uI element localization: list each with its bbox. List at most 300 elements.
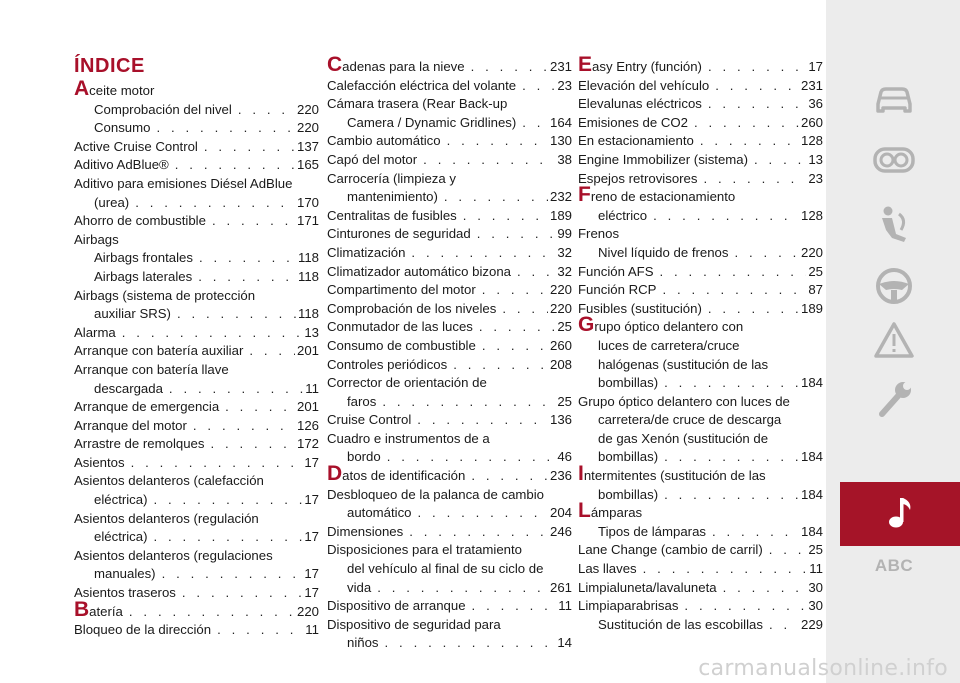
index-column-3 xyxy=(578,53,823,634)
index-text xyxy=(327,318,473,337)
index-text xyxy=(74,361,229,380)
index-entry xyxy=(578,300,823,319)
index-line xyxy=(74,305,319,324)
seatbelt-person-icon xyxy=(872,204,916,249)
page-number[interactable]: 30 xyxy=(808,579,823,595)
index-term: bombillas) xyxy=(598,375,659,391)
index-term: Corrector de orientación de xyxy=(327,375,487,391)
index-text xyxy=(74,621,211,640)
index-entry xyxy=(578,244,823,263)
index-term: Cambio automático xyxy=(327,133,441,149)
index-line xyxy=(578,337,823,356)
index-entry xyxy=(578,393,823,467)
page-number[interactable]: 126 xyxy=(296,417,319,433)
page-number[interactable]: 170 xyxy=(296,194,319,210)
index-line xyxy=(74,597,319,622)
index-entry xyxy=(327,77,572,96)
page-number[interactable]: 220 xyxy=(549,282,572,298)
index-line xyxy=(578,462,823,486)
index-line xyxy=(578,448,823,467)
index-text xyxy=(327,541,522,560)
index-text xyxy=(578,560,637,579)
index-line xyxy=(74,138,319,157)
page-number[interactable]: 11 xyxy=(809,561,823,577)
index-term: Consumo de combustible xyxy=(327,337,476,353)
dot-leader xyxy=(643,560,807,579)
index-line xyxy=(578,300,823,319)
index-text xyxy=(578,313,744,337)
page-number[interactable]: 172 xyxy=(296,436,319,452)
page-number[interactable]: 128 xyxy=(800,207,823,223)
index-entry xyxy=(327,281,572,300)
page-number[interactable]: 184 xyxy=(800,523,823,539)
index-term: reno de estacionamiento xyxy=(590,189,736,205)
page-number[interactable]: 32 xyxy=(557,263,572,279)
page-number[interactable]: 17 xyxy=(304,566,319,582)
index-text xyxy=(94,565,156,584)
chapter-sidebar xyxy=(826,0,960,683)
index-line xyxy=(578,151,823,170)
page-number[interactable]: 17 xyxy=(808,59,823,74)
index-term: Consumo xyxy=(94,120,151,136)
index-entry xyxy=(327,151,572,170)
index-line xyxy=(74,231,319,250)
index-entry xyxy=(578,263,823,282)
dot-leader xyxy=(444,188,548,207)
page-number[interactable]: 261 xyxy=(549,579,572,595)
dot-leader xyxy=(662,281,806,300)
dot-leader xyxy=(225,398,295,417)
page-number[interactable]: 87 xyxy=(808,282,823,298)
dot-leader xyxy=(217,621,303,640)
dot-leader xyxy=(387,448,556,467)
index-line xyxy=(74,342,319,361)
index-term: halógenas (sustitución de las xyxy=(598,356,769,372)
page-number[interactable]: 46 xyxy=(557,449,572,465)
page-number[interactable]: 25 xyxy=(808,542,823,558)
page-number[interactable]: 184 xyxy=(800,449,823,465)
index-line xyxy=(578,207,823,226)
tab-dashboard[interactable] xyxy=(840,130,948,194)
page-number[interactable]: 231 xyxy=(549,59,572,74)
page-number[interactable]: 118 xyxy=(297,306,319,322)
tab-index[interactable] xyxy=(840,534,948,598)
index-term: Bloqueo de la dirección xyxy=(74,622,212,638)
index-term: Disposiciones para el tratamiento xyxy=(327,542,522,558)
index-term: (urea) xyxy=(94,194,130,210)
index-text xyxy=(74,287,255,306)
index-text xyxy=(74,454,125,473)
index-entry xyxy=(327,356,572,375)
index-line xyxy=(74,454,319,473)
index-entry xyxy=(74,361,319,398)
dot-leader xyxy=(417,411,548,430)
index-text xyxy=(347,560,543,579)
index-term: Cruise Control xyxy=(327,412,412,428)
car-icon xyxy=(872,78,916,123)
page-number[interactable]: 260 xyxy=(549,337,572,353)
index-line xyxy=(578,393,823,412)
index-text xyxy=(578,132,694,151)
page-number[interactable]: 201 xyxy=(296,399,319,415)
index-entry xyxy=(327,486,572,523)
page-number[interactable]: 130 xyxy=(549,133,572,149)
index-term: Espejos retrovisores xyxy=(578,170,698,186)
index-term: Cuadro e instrumentos de a xyxy=(327,430,490,446)
index-term: carretera/de cruce de descarga xyxy=(598,412,782,428)
index-text xyxy=(74,138,198,157)
index-line xyxy=(578,374,823,393)
index-entry xyxy=(74,249,319,268)
index-entry xyxy=(74,268,319,287)
index-line xyxy=(74,361,319,380)
index-line xyxy=(327,411,572,430)
index-line xyxy=(327,77,572,96)
index-line xyxy=(327,523,572,542)
index-term: Arrastre de remolques xyxy=(74,436,205,452)
dot-leader xyxy=(249,342,295,361)
dot-leader xyxy=(423,151,555,170)
index-term: luces de carretera/cruce xyxy=(598,337,740,353)
index-text xyxy=(347,114,516,133)
page-number[interactable]: 220 xyxy=(296,101,319,117)
index-line xyxy=(327,393,572,412)
page-number[interactable]: 118 xyxy=(297,250,319,266)
index-text xyxy=(327,151,417,170)
page-number[interactable]: 246 xyxy=(549,523,572,539)
index-entry xyxy=(327,95,572,132)
tab-car[interactable] xyxy=(840,68,948,132)
dot-leader xyxy=(754,151,806,170)
page-number[interactable]: 220 xyxy=(296,120,319,136)
index-term: Calefacción eléctrica del volante xyxy=(327,77,517,93)
index-entry xyxy=(578,53,823,77)
index-text xyxy=(74,324,116,343)
index-line xyxy=(578,579,823,598)
index-term: Asientos delanteros (calefacción xyxy=(74,473,264,489)
dot-leader xyxy=(653,207,799,226)
index-term: Climatización xyxy=(327,244,406,260)
index-entry xyxy=(74,597,319,622)
index-line xyxy=(74,435,319,454)
index-term: Asientos xyxy=(74,454,125,470)
page-number[interactable]: 128 xyxy=(800,133,823,149)
page-number[interactable]: 229 xyxy=(800,616,823,632)
page-number[interactable]: 164 xyxy=(549,114,572,130)
page-number[interactable]: 11 xyxy=(558,598,572,614)
page-number[interactable]: 220 xyxy=(800,244,823,260)
index-text xyxy=(578,499,643,523)
index-line xyxy=(578,411,823,430)
index-term: niños xyxy=(347,635,379,651)
page-number[interactable]: 23 xyxy=(557,77,572,93)
page-number[interactable]: 99 xyxy=(557,226,572,242)
index-line xyxy=(578,356,823,375)
tab-safety[interactable] xyxy=(840,194,948,258)
page-number[interactable]: 17 xyxy=(304,492,319,508)
dot-leader xyxy=(131,454,303,473)
page-number[interactable]: 13 xyxy=(808,151,823,167)
index-line xyxy=(578,616,823,635)
index-line xyxy=(74,268,319,287)
index-entry xyxy=(74,510,319,547)
index-text xyxy=(327,523,403,542)
page-number[interactable]: 32 xyxy=(557,244,572,260)
index-line xyxy=(327,430,572,449)
index-term: Las llaves xyxy=(578,561,637,577)
index-term: ámparas xyxy=(590,505,643,521)
page-number[interactable]: 220 xyxy=(296,603,319,619)
index-line xyxy=(327,616,572,635)
index-term: bombillas) xyxy=(598,486,659,502)
page-number[interactable]: 25 xyxy=(557,393,572,409)
page-number[interactable]: 23 xyxy=(808,170,823,186)
index-text xyxy=(94,194,129,213)
index-text xyxy=(578,225,619,244)
index-text xyxy=(598,448,658,467)
dot-leader xyxy=(210,435,295,454)
index-term: manuales) xyxy=(94,566,156,582)
index-term: Airbags frontales xyxy=(94,250,193,266)
steering-wheel-icon xyxy=(872,266,916,311)
index-text xyxy=(578,579,717,598)
dot-leader xyxy=(409,523,548,542)
index-text xyxy=(327,486,544,505)
page-number[interactable]: 13 xyxy=(304,324,319,340)
index-text xyxy=(598,356,768,375)
dot-leader xyxy=(684,597,806,616)
index-term: eléctrico xyxy=(598,207,648,223)
index-line xyxy=(327,281,572,300)
index-entry xyxy=(327,337,572,356)
warning-triangle-icon xyxy=(872,320,916,365)
index-line xyxy=(327,560,572,579)
index-text xyxy=(74,597,123,622)
page-title: ÍNDICE xyxy=(74,55,145,77)
index-term: Elevalunas eléctricos xyxy=(578,96,702,112)
index-text xyxy=(598,616,763,635)
index-term: Aditivo AdBlue® xyxy=(74,157,169,173)
dot-leader xyxy=(204,138,295,157)
dot-leader xyxy=(715,77,799,96)
index-term: de gas Xenón (sustitución de xyxy=(598,430,769,446)
index-term: eléctrica) xyxy=(94,529,148,545)
page-number[interactable]: 184 xyxy=(800,486,823,502)
index-entry xyxy=(327,541,572,597)
tab-maintenance[interactable] xyxy=(840,368,948,432)
music-note-icon xyxy=(878,492,922,537)
index-entry xyxy=(74,417,319,436)
page-number[interactable]: 236 xyxy=(549,468,572,484)
index-line xyxy=(327,225,572,244)
page-number[interactable]: 118 xyxy=(297,268,319,284)
index-text xyxy=(327,281,476,300)
dot-leader xyxy=(463,207,548,226)
index-text xyxy=(74,156,169,175)
index-text xyxy=(598,486,658,505)
index-text xyxy=(578,393,790,412)
index-text xyxy=(598,430,768,449)
index-line xyxy=(578,430,823,449)
index-entry xyxy=(578,560,823,579)
page-number[interactable]: 171 xyxy=(296,213,319,229)
index-text xyxy=(598,374,658,393)
page-number[interactable]: 25 xyxy=(808,263,823,279)
index-entry xyxy=(74,212,319,231)
index-entry xyxy=(327,53,572,77)
index-entry xyxy=(74,287,319,324)
index-entry xyxy=(327,597,572,616)
section-letter: C xyxy=(327,53,343,76)
index-text xyxy=(598,244,728,263)
index-line xyxy=(327,263,572,282)
page-number[interactable]: 11 xyxy=(305,380,319,396)
index-text xyxy=(347,393,376,412)
dot-leader xyxy=(193,417,295,436)
index-term: Cinturones de seguridad xyxy=(327,226,471,242)
page-number[interactable]: 189 xyxy=(549,207,572,223)
page-number[interactable]: 136 xyxy=(549,412,572,428)
dot-leader xyxy=(177,305,296,324)
index-line xyxy=(74,287,319,306)
index-entry xyxy=(578,616,823,635)
dot-leader xyxy=(453,356,548,375)
dot-leader xyxy=(182,584,302,603)
index-entry xyxy=(327,616,572,653)
index-term: Airbags xyxy=(74,231,119,247)
index-term: Capó del motor xyxy=(327,151,418,167)
page-number[interactable]: 17 xyxy=(304,585,319,601)
page-number[interactable]: 189 xyxy=(800,300,823,316)
page-number[interactable]: 14 xyxy=(557,635,572,651)
index-entry xyxy=(74,621,319,640)
index-term: atería xyxy=(89,603,123,619)
index-line xyxy=(74,417,319,436)
index-text xyxy=(74,435,204,454)
index-term: eléctrica) xyxy=(94,492,148,508)
index-entry xyxy=(74,584,319,603)
watermark: carmanualsonline.info xyxy=(698,656,948,681)
page-number[interactable]: 17 xyxy=(304,454,319,470)
index-text xyxy=(74,547,273,566)
index-term: automático xyxy=(347,505,412,521)
section-letter: E xyxy=(578,53,593,76)
page-number[interactable]: 165 xyxy=(296,157,319,173)
page-number[interactable]: 30 xyxy=(808,598,823,614)
dot-leader xyxy=(198,268,296,287)
index-text xyxy=(578,183,736,207)
index-line xyxy=(327,486,572,505)
page-number[interactable]: 38 xyxy=(557,151,572,167)
page-number[interactable]: 11 xyxy=(305,622,319,638)
index-column-2 xyxy=(327,53,572,653)
index-entry xyxy=(74,454,319,473)
dot-leader xyxy=(734,244,799,263)
index-term: Alarma xyxy=(74,324,116,340)
page-number[interactable]: 184 xyxy=(800,375,823,391)
index-line xyxy=(327,448,572,467)
index-text xyxy=(74,417,187,436)
index-text xyxy=(347,634,379,653)
index-term: En estacionamiento xyxy=(578,133,694,149)
dot-leader xyxy=(712,523,799,542)
index-term: Dispositivo de seguridad para xyxy=(327,616,501,632)
index-line xyxy=(74,324,319,343)
index-text xyxy=(327,53,465,77)
page-number[interactable]: 17 xyxy=(304,529,319,545)
index-term: Nivel líquido de frenos xyxy=(598,244,729,260)
dot-leader xyxy=(708,95,806,114)
index-text xyxy=(347,579,371,598)
index-text xyxy=(598,337,739,356)
index-entry xyxy=(578,579,823,598)
dot-leader xyxy=(175,156,295,175)
index-term: bordo xyxy=(347,449,381,465)
page-number[interactable]: 231 xyxy=(800,77,823,93)
dot-leader xyxy=(162,565,303,584)
dot-leader xyxy=(411,244,555,263)
index-text xyxy=(598,207,647,226)
index-entry xyxy=(74,398,319,417)
index-text xyxy=(347,188,438,207)
index-term: Función RCP xyxy=(578,282,657,298)
index-text xyxy=(327,411,411,430)
index-text xyxy=(74,342,243,361)
index-line xyxy=(74,528,319,547)
page-number[interactable]: 36 xyxy=(808,96,823,112)
dot-leader xyxy=(154,528,303,547)
page-number[interactable]: 260 xyxy=(800,114,823,130)
tab-emergency[interactable] xyxy=(840,310,948,374)
index-text xyxy=(578,77,709,96)
page-number[interactable]: 204 xyxy=(549,505,572,521)
index-text xyxy=(74,231,119,250)
page-number[interactable]: 232 xyxy=(549,189,572,205)
index-line xyxy=(578,244,823,263)
index-line xyxy=(327,170,572,189)
index-term: faros xyxy=(347,393,377,409)
index-term: Compartimento del motor xyxy=(327,282,476,298)
page-number[interactable]: 208 xyxy=(549,356,572,372)
index-text xyxy=(327,300,496,319)
index-line xyxy=(327,132,572,151)
page-number[interactable]: 137 xyxy=(296,138,319,154)
index-term: Comprobación del nivel xyxy=(94,101,232,117)
dot-leader xyxy=(482,337,548,356)
index-entry xyxy=(74,324,319,343)
index-line xyxy=(327,462,572,486)
index-text xyxy=(327,95,507,114)
page-number[interactable]: 25 xyxy=(557,319,572,335)
index-line xyxy=(578,53,823,77)
index-text xyxy=(94,249,193,268)
index-line xyxy=(578,560,823,579)
index-entry xyxy=(327,170,572,207)
index-term: auxiliar SRS) xyxy=(94,306,171,322)
index-text xyxy=(327,207,457,226)
index-line xyxy=(327,356,572,375)
index-line xyxy=(578,183,823,207)
index-text xyxy=(94,380,163,399)
index-entry xyxy=(74,175,319,212)
index-line xyxy=(578,132,823,151)
index-term: Asientos delanteros (regulaciones xyxy=(74,547,273,563)
dot-leader xyxy=(382,393,555,412)
page-number[interactable]: 201 xyxy=(296,343,319,359)
index-term: Engine Immobilizer (sistema) xyxy=(578,151,749,167)
index-entry xyxy=(578,499,823,523)
page-number[interactable]: 220 xyxy=(549,300,572,316)
